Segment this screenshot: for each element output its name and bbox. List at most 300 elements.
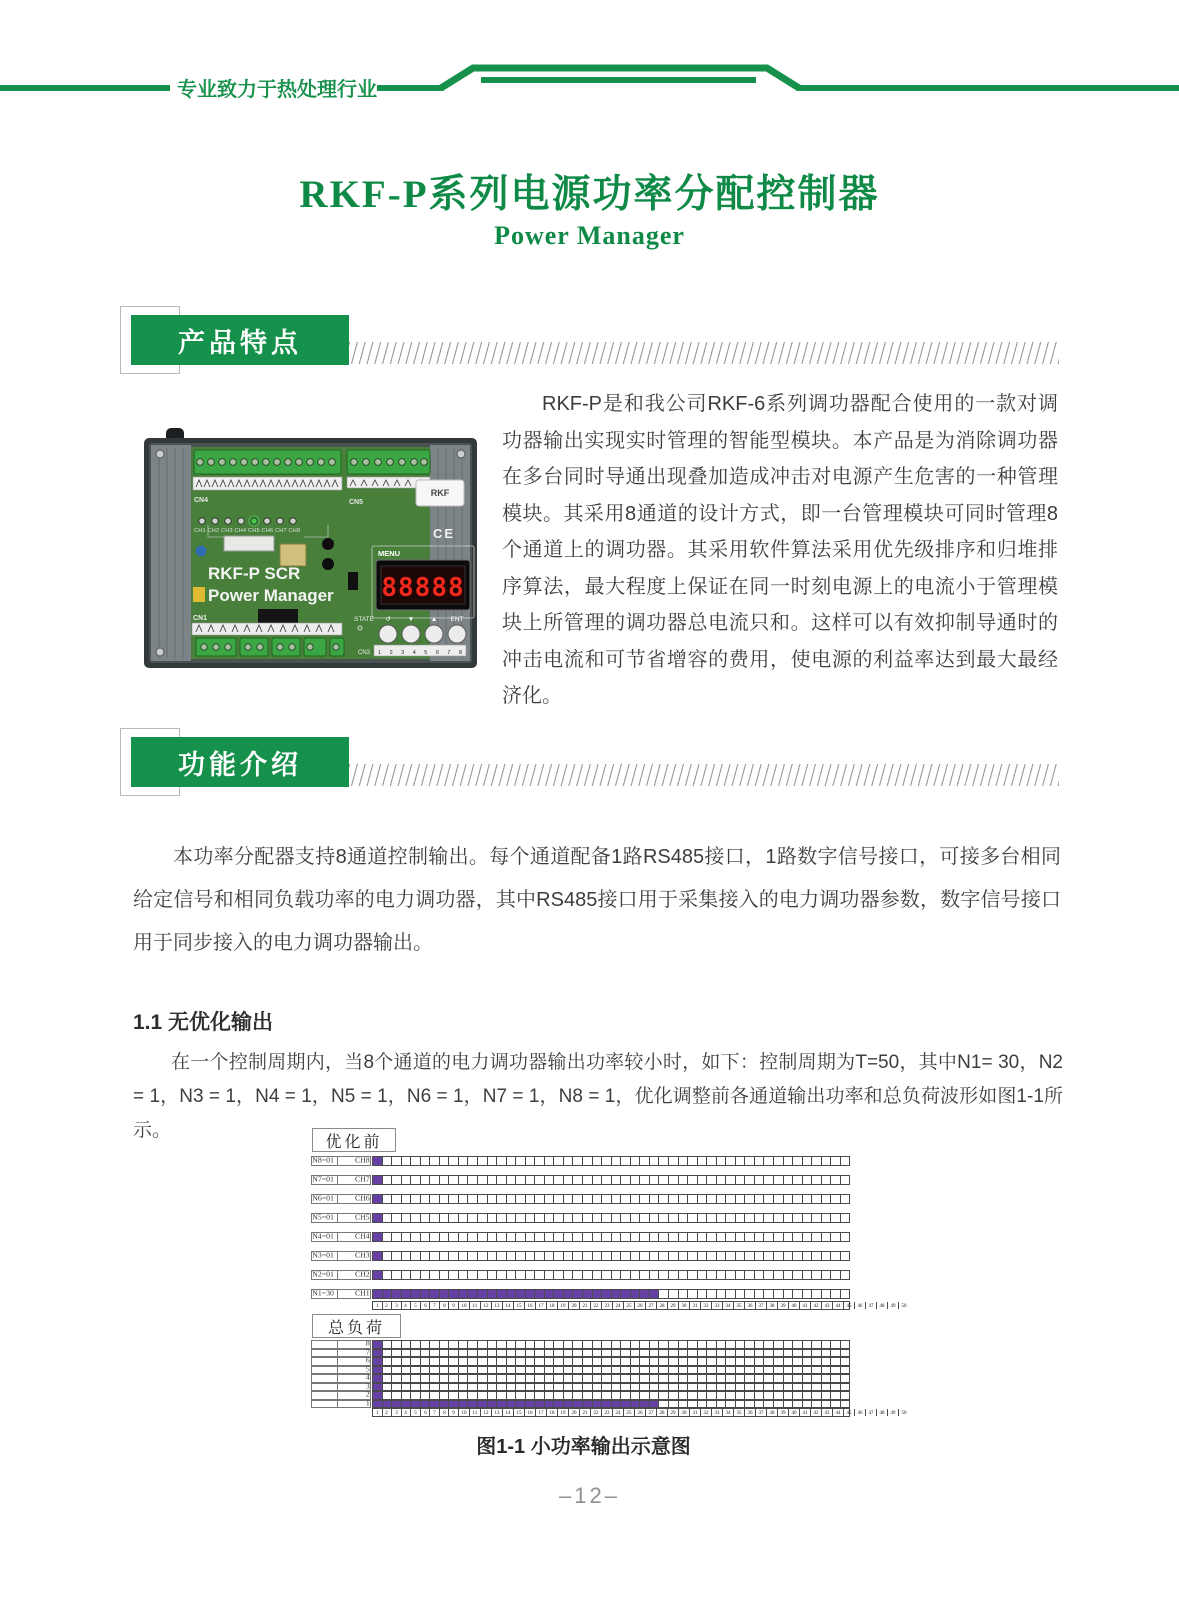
- grid-cell: [764, 1392, 774, 1399]
- grid-cell: [468, 1233, 478, 1241]
- x-tick: 4: [402, 1409, 412, 1416]
- grid-cell: [717, 1392, 727, 1399]
- grid-cell: [421, 1384, 431, 1391]
- grid-cell: [430, 1233, 440, 1241]
- grid-cell: [402, 1350, 412, 1357]
- grid-cell: [631, 1367, 641, 1374]
- grid-cell: [612, 1233, 622, 1241]
- grid-cell: [831, 1252, 841, 1260]
- grid-cell: [583, 1290, 593, 1298]
- grid-cell: [411, 1195, 421, 1203]
- button-up: [425, 625, 443, 643]
- grid-cell: [516, 1401, 526, 1408]
- grid-cell: [812, 1350, 822, 1357]
- wiring-label-strip-bottom-left: [192, 623, 342, 635]
- grid-cell: [554, 1271, 564, 1279]
- led-ch5: [251, 518, 257, 524]
- grid-cell: [430, 1384, 440, 1391]
- grid-cell: [497, 1401, 507, 1408]
- grid-cell: [812, 1341, 822, 1348]
- grid-cell: [507, 1214, 517, 1222]
- grid-cell: [516, 1176, 526, 1184]
- grid-cell: [507, 1401, 517, 1408]
- x-tick: 15: [514, 1409, 525, 1416]
- grid-cell: [564, 1367, 574, 1374]
- grid-cell: [392, 1401, 402, 1408]
- grid-cell: [402, 1401, 412, 1408]
- led-ch1: [199, 518, 205, 524]
- x-tick: 33: [712, 1302, 723, 1309]
- grid-cell: [383, 1350, 393, 1357]
- grid-cell: [430, 1290, 440, 1298]
- grid-cell: [449, 1157, 459, 1165]
- grid-cell: [755, 1290, 765, 1298]
- grid-cell: [679, 1392, 689, 1399]
- grid-cell: [459, 1195, 469, 1203]
- grid-cell: [468, 1401, 478, 1408]
- grid-cell: [841, 1367, 851, 1374]
- row-ch3-ch-label: CH3: [337, 1251, 371, 1261]
- grid-cell: [554, 1195, 564, 1203]
- x-tick: 49: [888, 1302, 899, 1309]
- grid-cell: [631, 1392, 641, 1399]
- grid-cell: [736, 1195, 746, 1203]
- grid-cell: [545, 1392, 555, 1399]
- grid-cell: [449, 1367, 459, 1374]
- grid-cell: [459, 1367, 469, 1374]
- x-tick: 43: [822, 1409, 833, 1416]
- grid-cell: [803, 1271, 813, 1279]
- row-ch2-n-label: N2=01: [311, 1270, 338, 1280]
- grid-cell: [650, 1271, 660, 1279]
- grid-cell: [784, 1290, 794, 1298]
- grid-cell: [449, 1358, 459, 1365]
- grid-cell: [564, 1290, 574, 1298]
- row-ch4-n-label: N4=01: [311, 1232, 338, 1242]
- grid-cell: [669, 1176, 679, 1184]
- x-tick: 50: [901, 1409, 907, 1415]
- grid-cell: [459, 1392, 469, 1399]
- x-tick: 47: [866, 1302, 877, 1309]
- load-row-5: [372, 1366, 850, 1375]
- grid-cell: [383, 1252, 393, 1260]
- grid-cell: [411, 1375, 421, 1382]
- grid-cell: [621, 1384, 631, 1391]
- grid-cell: [822, 1214, 832, 1222]
- grid-cell: [631, 1358, 641, 1365]
- grid-cell: [383, 1290, 393, 1298]
- grid-cell: [736, 1350, 746, 1357]
- grid-cell: [602, 1271, 612, 1279]
- x-tick: 20: [569, 1409, 580, 1416]
- grid-cell: [488, 1176, 498, 1184]
- grid-cell: [669, 1157, 679, 1165]
- grid-cell: [621, 1358, 631, 1365]
- grid-cell: [621, 1233, 631, 1241]
- x-tick: 41: [800, 1409, 811, 1416]
- grid-cell: [707, 1214, 717, 1222]
- grid-cell: [602, 1358, 612, 1365]
- grid-cell: [373, 1384, 383, 1391]
- x-tick: 28: [657, 1302, 668, 1309]
- grid-cell: [736, 1214, 746, 1222]
- grid-cell: [679, 1341, 689, 1348]
- grid-cell: [545, 1341, 555, 1348]
- grid-cell: [554, 1350, 564, 1357]
- grid-cell: [679, 1271, 689, 1279]
- grid-cell: [468, 1367, 478, 1374]
- grid-cell: [459, 1290, 469, 1298]
- side-panel-left: [151, 445, 191, 661]
- x-tick: 34: [723, 1409, 734, 1416]
- grid-cell: [784, 1341, 794, 1348]
- grid-cell: [535, 1252, 545, 1260]
- x-tick: 18: [547, 1302, 558, 1309]
- grid-cell: [822, 1367, 832, 1374]
- grid-cell: [707, 1252, 717, 1260]
- x-tick: 18: [547, 1409, 558, 1416]
- grid-cell: [392, 1271, 402, 1279]
- grid-cell: [659, 1290, 669, 1298]
- grid-cell: [812, 1401, 822, 1408]
- load-row-6: [372, 1357, 850, 1366]
- grid-cell: [707, 1358, 717, 1365]
- grid-cell: [449, 1392, 459, 1399]
- grid-cell: [468, 1290, 478, 1298]
- grid-cell: [545, 1214, 555, 1222]
- grid-cell: [640, 1341, 650, 1348]
- grid-cell: [573, 1252, 583, 1260]
- grid-cell: [669, 1290, 679, 1298]
- grid-cell: [764, 1252, 774, 1260]
- grid-cell: [841, 1401, 851, 1408]
- grid-cell: [430, 1392, 440, 1399]
- load-level-7-n-label: [311, 1349, 338, 1358]
- grid-cell: [535, 1157, 545, 1165]
- grid-cell: [478, 1271, 488, 1279]
- grid-cell: [392, 1375, 402, 1382]
- grid-cell: [745, 1401, 755, 1408]
- grid-cell: [774, 1367, 784, 1374]
- grid-cell: [764, 1367, 774, 1374]
- grid-cell: [717, 1401, 727, 1408]
- grid-cell: [803, 1195, 813, 1203]
- grid-cell: [468, 1214, 478, 1222]
- grid-cell: [373, 1290, 383, 1298]
- grid-cell: [392, 1358, 402, 1365]
- grid-cell: [545, 1358, 555, 1365]
- grid-cell: [440, 1401, 450, 1408]
- grid-cell: [650, 1290, 660, 1298]
- grid-cell: [545, 1252, 555, 1260]
- grid-cell: [526, 1290, 536, 1298]
- button-glyph-back: ↺: [385, 616, 391, 623]
- grid-cell: [688, 1271, 698, 1279]
- grid-cell: [726, 1271, 736, 1279]
- grid-cell: [621, 1367, 631, 1374]
- grid-cell: [564, 1157, 574, 1165]
- button-glyph-down: ▼: [407, 616, 415, 623]
- grid-cell: [526, 1392, 536, 1399]
- load-level-5-n-label: [311, 1366, 338, 1375]
- grid-cell: [516, 1252, 526, 1260]
- x-tick: 32: [701, 1409, 712, 1416]
- grid-cell: [745, 1367, 755, 1374]
- grid-cell: [612, 1214, 622, 1222]
- grid-cell: [640, 1358, 650, 1365]
- x-tick: 1: [373, 1302, 383, 1309]
- grid-cell: [459, 1176, 469, 1184]
- grid-cell: [459, 1401, 469, 1408]
- grid-cell: [516, 1350, 526, 1357]
- grid-cell: [640, 1271, 650, 1279]
- grid-cell: [669, 1214, 679, 1222]
- x-tick: 38: [767, 1302, 778, 1309]
- grid-cell: [707, 1157, 717, 1165]
- grid-cell: [745, 1350, 755, 1357]
- grid-cell: [516, 1195, 526, 1203]
- row-ch4-ch-label: CH4: [337, 1232, 371, 1242]
- grid-cell: [507, 1157, 517, 1165]
- x-tick: 19: [558, 1409, 569, 1416]
- grid-cell: [497, 1350, 507, 1357]
- grid-cell: [745, 1233, 755, 1241]
- grid-cell: [421, 1195, 431, 1203]
- grid-cell: [507, 1367, 517, 1374]
- grid-cell: [478, 1375, 488, 1382]
- grid-cell: [764, 1358, 774, 1365]
- grid-cell: [468, 1157, 478, 1165]
- grid-cell: [593, 1176, 603, 1184]
- grid-cell: [736, 1358, 746, 1365]
- grid-cell: [679, 1375, 689, 1382]
- x-tick: 41: [800, 1302, 811, 1309]
- x-tick: 40: [789, 1302, 800, 1309]
- grid-cell: [459, 1214, 469, 1222]
- grid-cell: [392, 1157, 402, 1165]
- grid-cell: [440, 1392, 450, 1399]
- grid-cell: [554, 1367, 564, 1374]
- x-tick: 45: [844, 1302, 855, 1309]
- x-tick: 39: [778, 1409, 789, 1416]
- grid-cell: [707, 1392, 717, 1399]
- grid-cell: [497, 1384, 507, 1391]
- grid-cell: [593, 1367, 603, 1374]
- row-ch8-ch-label: CH8: [337, 1156, 371, 1166]
- x-tick: 22: [591, 1409, 602, 1416]
- led-channel-labels: CH1 CH2 CH3 CH4 CH5 CH6 CH7 CH8: [194, 528, 300, 534]
- grid-cell: [698, 1233, 708, 1241]
- grid-cell: [755, 1195, 765, 1203]
- grid-cell: [812, 1290, 822, 1298]
- grid-cell: [402, 1271, 412, 1279]
- grid-cell: [602, 1367, 612, 1374]
- grid-cell: [583, 1350, 593, 1357]
- grid-cell: [373, 1214, 383, 1222]
- grid-cell: [745, 1214, 755, 1222]
- grid-cell: [688, 1384, 698, 1391]
- grid-cell: [726, 1350, 736, 1357]
- grid-cell: [507, 1176, 517, 1184]
- x-tick: 2: [383, 1409, 393, 1416]
- grid-cell: [430, 1157, 440, 1165]
- grid-cell: [659, 1392, 669, 1399]
- grid-cell: [745, 1176, 755, 1184]
- grid-cell: [659, 1375, 669, 1382]
- grid-cell: [803, 1290, 813, 1298]
- grid-cell: [698, 1176, 708, 1184]
- button-glyph-up: ▲: [430, 616, 438, 623]
- grid-cell: [507, 1392, 517, 1399]
- grid-cell: [621, 1252, 631, 1260]
- grid-cell: [411, 1367, 421, 1374]
- grid-cell: [774, 1375, 784, 1382]
- grid-cell: [583, 1367, 593, 1374]
- cn1-label: CN1: [193, 615, 208, 622]
- x-tick: 11: [470, 1409, 481, 1416]
- grid-cell: [516, 1157, 526, 1165]
- grid-cell: [564, 1233, 574, 1241]
- grid-cell: [373, 1358, 383, 1365]
- grid-cell: [392, 1367, 402, 1374]
- grid-cell: [726, 1233, 736, 1241]
- grid-cell: [812, 1358, 822, 1365]
- x-tick: 30: [679, 1302, 690, 1309]
- grid-cell: [669, 1392, 679, 1399]
- grid-cell: [688, 1367, 698, 1374]
- grid-cell: [573, 1367, 583, 1374]
- grid-cell: [698, 1341, 708, 1348]
- grid-cell: [726, 1392, 736, 1399]
- x-tick: 26: [635, 1409, 646, 1416]
- grid-cell: [650, 1195, 660, 1203]
- grid-cell: [764, 1176, 774, 1184]
- grid-cell: [755, 1157, 765, 1165]
- grid-cell: [383, 1214, 393, 1222]
- grid-cell: [497, 1375, 507, 1382]
- grid-cell: [640, 1401, 650, 1408]
- grid-cell: [793, 1195, 803, 1203]
- x-tick: 5: [411, 1302, 421, 1309]
- grid-cell: [526, 1252, 536, 1260]
- grid-cell: [373, 1392, 383, 1399]
- grid-cell: [468, 1350, 478, 1357]
- grid-cell: [459, 1350, 469, 1357]
- grid-cell: [430, 1214, 440, 1222]
- grid-cell: [698, 1157, 708, 1165]
- grid-cell: [650, 1367, 660, 1374]
- grid-cell: [803, 1384, 813, 1391]
- grid-cell: [488, 1392, 498, 1399]
- x-tick: 17: [536, 1302, 547, 1309]
- grid-cell: [554, 1358, 564, 1365]
- grid-cell: [468, 1384, 478, 1391]
- grid-cell: [373, 1271, 383, 1279]
- section-hatch-decoration: [349, 764, 1059, 786]
- x-axis-top: [372, 1301, 907, 1310]
- grid-cell: [440, 1233, 450, 1241]
- x-tick: 16: [525, 1409, 536, 1416]
- grid-cell: [459, 1252, 469, 1260]
- grid-cell: [478, 1358, 488, 1365]
- capacitor-blue: [196, 546, 207, 557]
- grid-cell: [554, 1290, 564, 1298]
- grid-cell: [421, 1401, 431, 1408]
- grid-cell: [478, 1233, 488, 1241]
- grid-cell: [602, 1375, 612, 1382]
- grid-cell: [803, 1341, 813, 1348]
- grid-cell: [764, 1157, 774, 1165]
- x-tick: 32: [701, 1302, 712, 1309]
- grid-cell: [507, 1271, 517, 1279]
- grid-cell: [803, 1157, 813, 1165]
- grid-cell: [459, 1341, 469, 1348]
- ic-chip: [348, 572, 358, 590]
- x-tick: 34: [723, 1302, 734, 1309]
- grid-cell: [650, 1176, 660, 1184]
- grid-cell: [631, 1195, 641, 1203]
- grid-cell: [688, 1375, 698, 1382]
- x-tick: 17: [536, 1409, 547, 1416]
- x-tick: 12: [481, 1302, 492, 1309]
- x-tick: 5: [411, 1409, 421, 1416]
- x-tick: 21: [580, 1409, 591, 1416]
- x-tick: 28: [657, 1409, 668, 1416]
- grid-cell: [707, 1176, 717, 1184]
- total-load-box: 总负荷: [312, 1314, 401, 1338]
- grid-cell: [784, 1350, 794, 1357]
- grid-cell: [803, 1176, 813, 1184]
- load-level-5-ch-label: 5: [337, 1366, 371, 1375]
- grid-cell: [478, 1392, 488, 1399]
- grid-cell: [573, 1358, 583, 1365]
- x-tick: 9: [449, 1302, 459, 1309]
- grid-cell: [573, 1214, 583, 1222]
- grid-cell: [430, 1350, 440, 1357]
- grid-cell: [468, 1271, 478, 1279]
- x-tick: 14: [503, 1302, 514, 1309]
- row-ch8-n-label: N8=01: [311, 1156, 338, 1166]
- grid-cell: [526, 1350, 536, 1357]
- grid-cell: [573, 1384, 583, 1391]
- grid-cell: [497, 1252, 507, 1260]
- grid-cell: [841, 1271, 851, 1279]
- grid-cell: [717, 1358, 727, 1365]
- grid-cell: [659, 1341, 669, 1348]
- corner-screw: [457, 450, 465, 458]
- grid-cell: [707, 1233, 717, 1241]
- grid-cell: [383, 1176, 393, 1184]
- grid-cell: [755, 1350, 765, 1357]
- grid-cell: [535, 1176, 545, 1184]
- grid-cell: [602, 1157, 612, 1165]
- grid-cell: [736, 1271, 746, 1279]
- grid-cell: [564, 1350, 574, 1357]
- grid-cell: [812, 1157, 822, 1165]
- grid-cell: [621, 1375, 631, 1382]
- grid-cell: [612, 1367, 622, 1374]
- grid-cell: [784, 1195, 794, 1203]
- grid-cell: [745, 1341, 755, 1348]
- grid-cell: [535, 1358, 545, 1365]
- grid-cell: [488, 1341, 498, 1348]
- grid-cell: [688, 1176, 698, 1184]
- grid-cell: [421, 1271, 431, 1279]
- grid-cell: [793, 1214, 803, 1222]
- grid-cell: [612, 1195, 622, 1203]
- grid-cell: [535, 1367, 545, 1374]
- grid-cell: [764, 1350, 774, 1357]
